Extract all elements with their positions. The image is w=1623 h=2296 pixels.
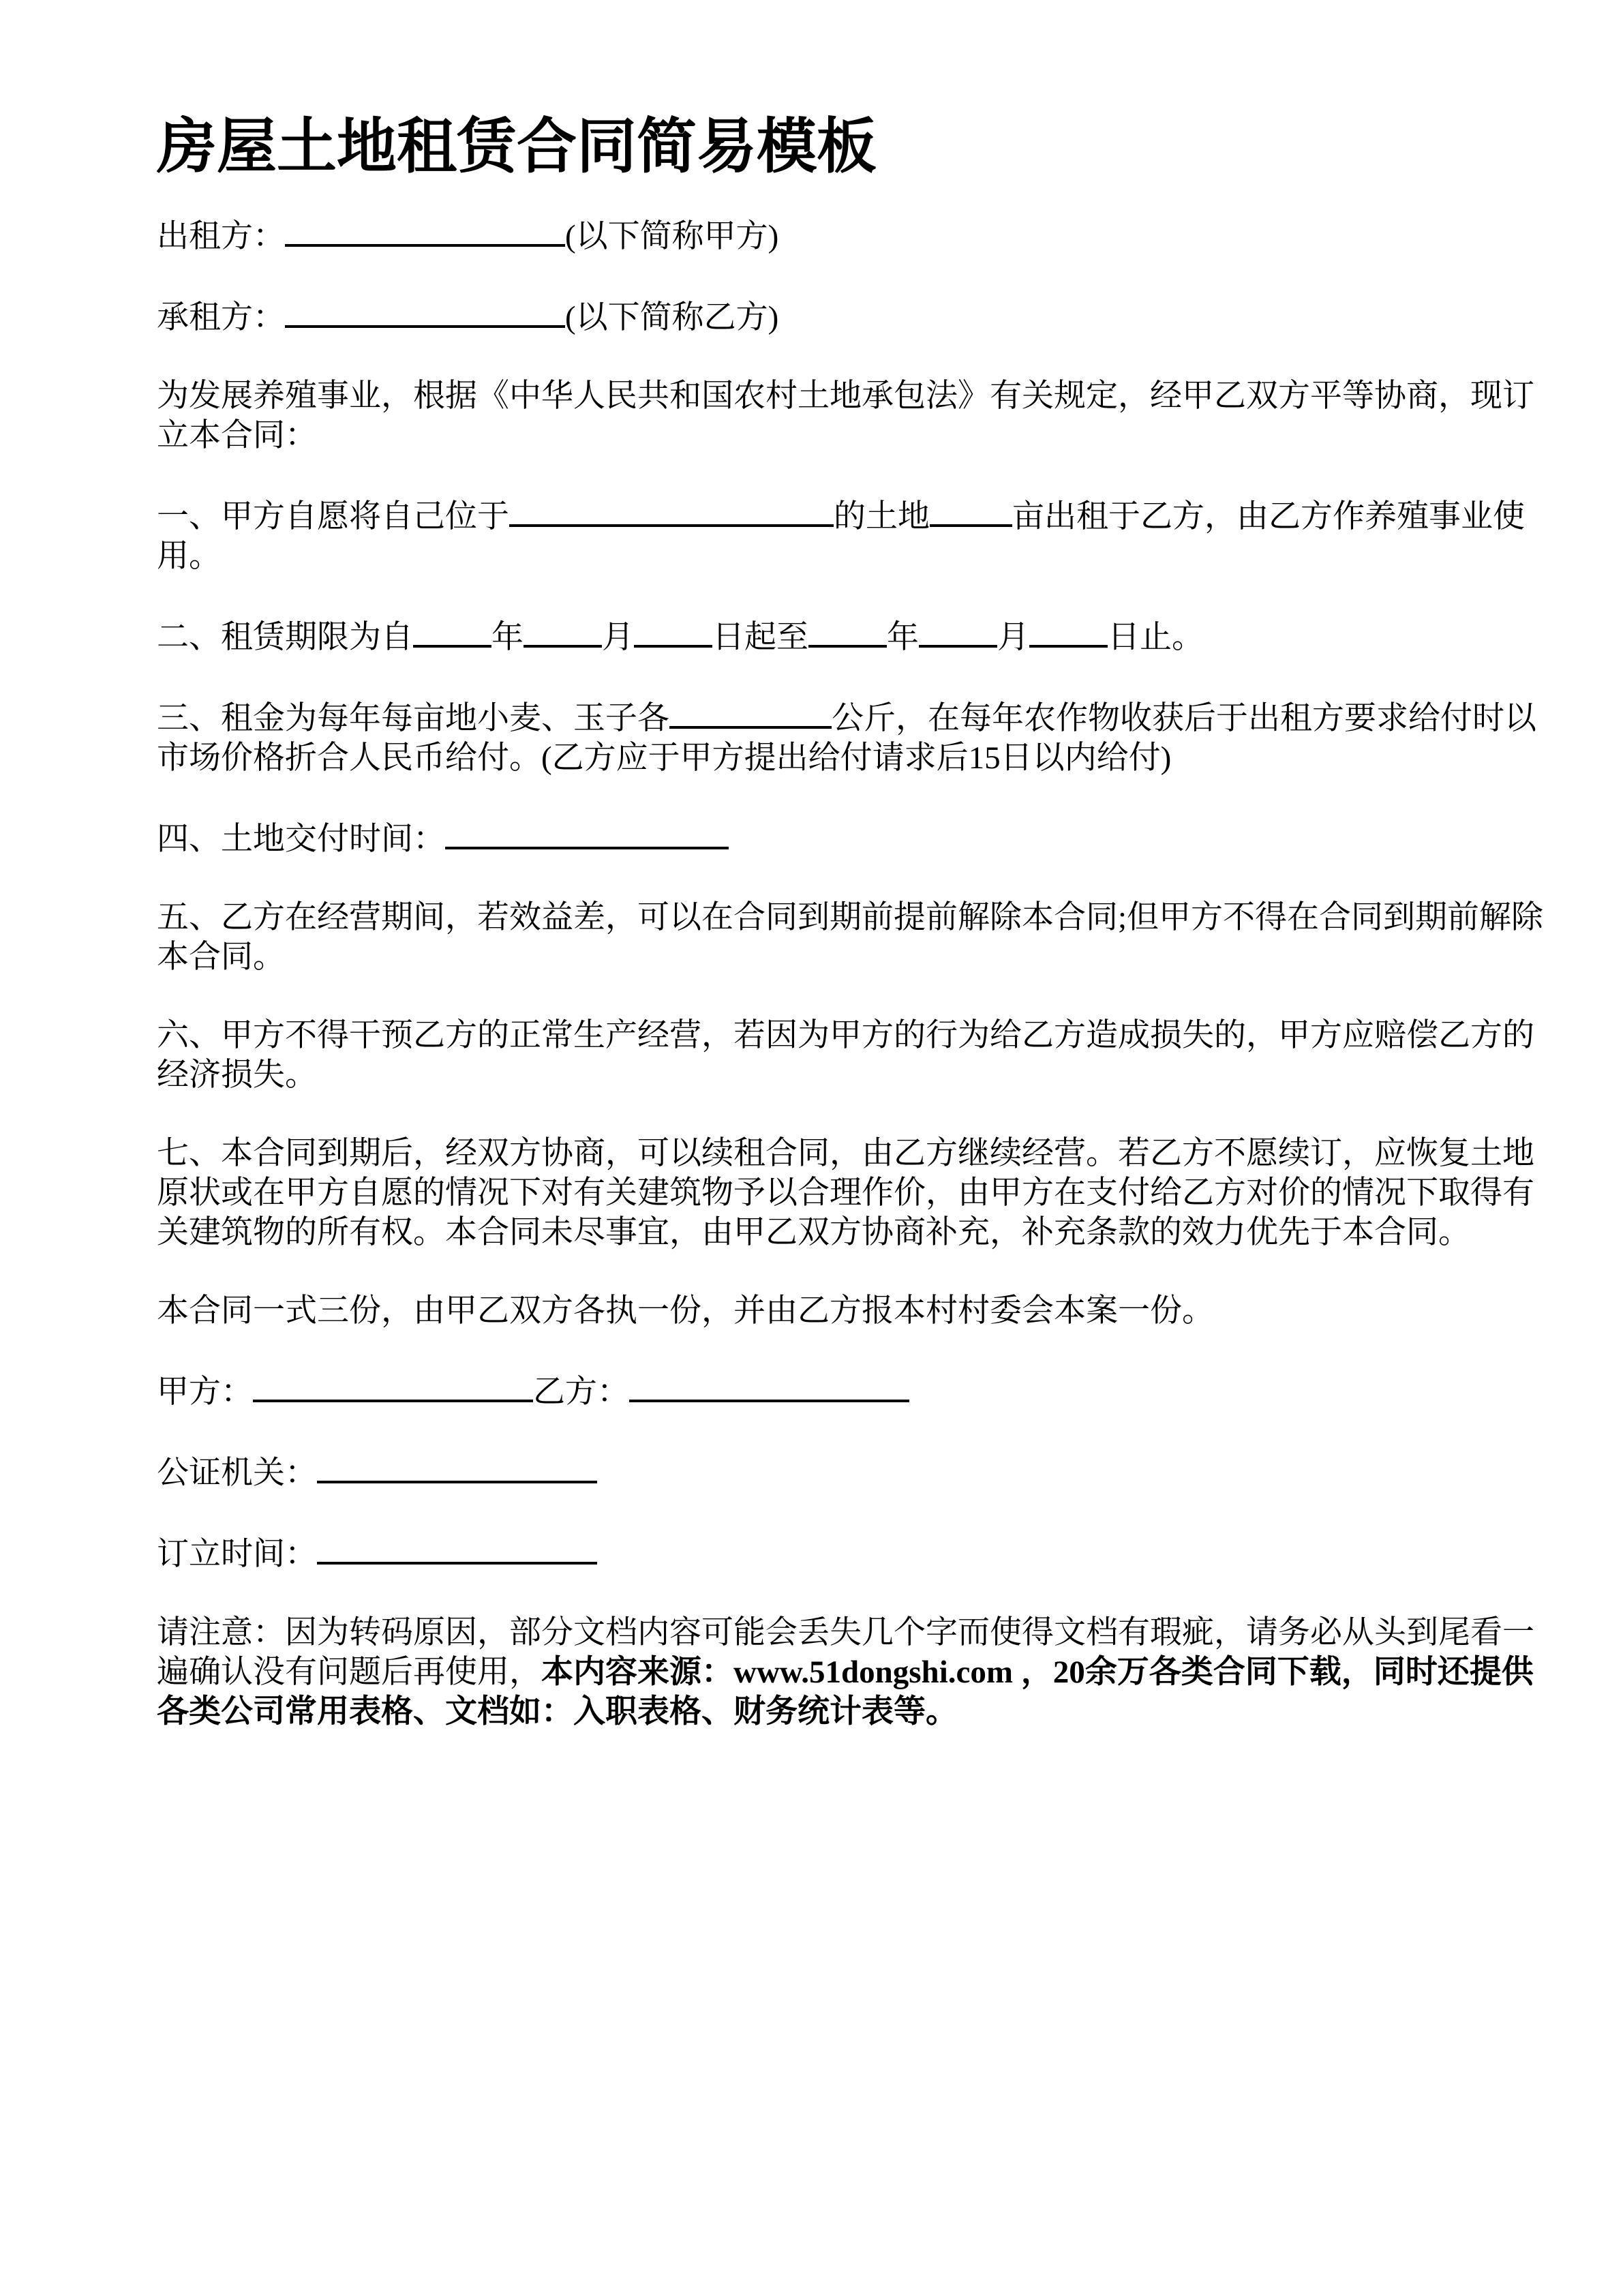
document-page xyxy=(157,109,1561,1770)
signature-line: 甲方： 乙方： xyxy=(157,1370,1561,1412)
clause-5: 五、乙方在经营期间，若效益差，可以在合同到期前提前解除本合同;但甲方不得在合同到期前解除本合同。 xyxy=(157,900,1544,975)
source-notice: 本内容来源：www.51dongshi.com ，20余万各类合同下载，同时还提供各类公司常用表格、文档如：入职表格、财务统计表等。 xyxy=(157,1655,1534,1729)
delivery-time-blank[interactable] xyxy=(445,817,729,849)
document-title: 房屋土地租赁合同简易模板 xyxy=(157,112,877,180)
start-day-blank[interactable] xyxy=(634,615,712,648)
notary-blank[interactable] xyxy=(317,1451,597,1483)
end-year-blank[interactable] xyxy=(808,615,887,648)
clause-7: 七、本合同到期后，经双方协商，可以续租合同，由乙方继续经营。若乙方不愿续订，应恢复土地原状或在甲方自愿的情况下对有关建筑物予以合理作价，由甲方在支付给乙方对价的情况下取得有关建筑物的所有权。本合同未尽事宜，由甲乙双方协商补充，补充条款的效力优先于本合同。 xyxy=(157,1136,1534,1250)
end-month-blank[interactable] xyxy=(919,615,997,648)
rent-amount-blank[interactable] xyxy=(669,696,832,729)
preamble: 为发展养殖事业，根据《中华人民共和国农村土地承包法》有关规定，经甲乙双方平等协商，现订立本合同： xyxy=(157,378,1534,453)
sign-date-blank[interactable] xyxy=(317,1532,597,1565)
copies-clause: 本合同一式三份，由甲乙双方各执一份，并由乙方报本村村委会本案一份。 xyxy=(157,1293,1214,1329)
party-a-signature-blank[interactable] xyxy=(253,1370,533,1402)
lessor-line: 出租方： (以下简称甲方) xyxy=(157,214,1561,256)
lessee-blank[interactable] xyxy=(285,295,565,328)
clause-2: 二、租赁期限为自 年 月 日起至 年 月 日止。 xyxy=(157,615,1561,657)
lessor-blank[interactable] xyxy=(285,214,565,247)
clause-3: 三、租金为每年每亩地小麦、玉子各 公斤，在每年农作物收获后于出租方要求给付时以市场价格折合人民币给付。(乙方应于甲方提出给付请求后15日以内给付) xyxy=(157,696,1561,778)
notice: 请注意：因为转码原因，部分文档内容可能会丢失几个字而使得文档有瑕疵，请务必从头到尾看一遍确认没有问题后再使用，本内容来源：www.51dongshi.com ，20余万各类合同下载，同时还提供各类公司常用表格、文档如：入职表格、财务统计表等。 xyxy=(157,1615,1534,1729)
location-blank[interactable] xyxy=(509,494,834,527)
notary-line: 公证机关： xyxy=(157,1451,1561,1493)
start-month-blank[interactable] xyxy=(524,615,602,648)
area-blank[interactable] xyxy=(930,494,1012,527)
clause-6: 六、甲方不得干预乙方的正常生产经营，若因为甲方的行为给乙方造成损失的，甲方应赔偿乙方的经济损失。 xyxy=(157,1018,1534,1093)
party-b-signature-blank[interactable] xyxy=(629,1370,909,1402)
end-day-blank[interactable] xyxy=(1029,615,1108,648)
start-year-blank[interactable] xyxy=(413,615,491,648)
lessee-line: 承租方： (以下简称乙方) xyxy=(157,295,1561,337)
date-line: 订立时间： xyxy=(157,1532,1561,1574)
clause-1: 一、甲方自愿将自己位于 的土地 亩出租于乙方，由乙方作养殖事业使用。 xyxy=(157,494,1561,576)
clause-4: 四、土地交付时间： xyxy=(157,817,1561,859)
